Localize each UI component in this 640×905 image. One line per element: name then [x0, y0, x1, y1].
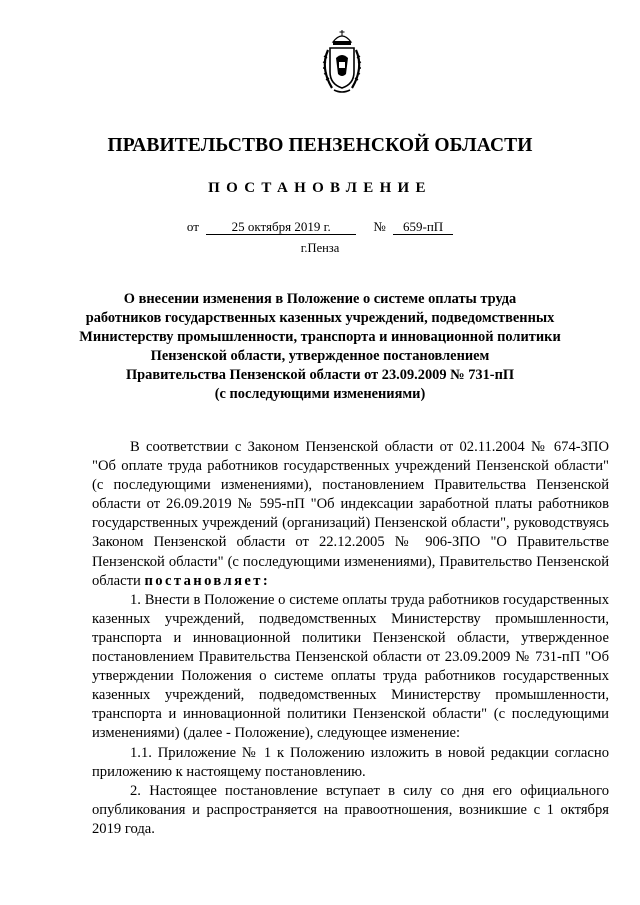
subject-line: Пензенской области, утвержденное постановлением: [150, 348, 490, 364]
subject-line: Министерству промышленности, транспорта и инновационной политики: [79, 329, 561, 345]
document-date: 25 октября 2019 г.: [206, 220, 356, 235]
subject-line: работников государственных казенных учреждений, подведомственных: [85, 310, 555, 326]
penza-coat-of-arms-icon: [318, 28, 366, 98]
item-1-paragraph: 1. Внести в Положение о системе оплаты труда работников государственных казенных учреждений, подведомственных Министерству промышленности, транспорта и инновационной политики Пензенской области, утвержденное постановлением Правительства Пензенской области от 23.09.2009 № 731-пП "Об утверждении Положения о системе оплаты труда работников государственных казенных учреждений, подведомственных Министерству промышленности, транспорта и инновационной политики Пензенской области" (с последующими изменениями) (далее - Положение), следующее изменение:: [92, 591, 609, 742]
number-prefix: №: [373, 219, 386, 234]
document-subject: [60, 290, 580, 404]
preamble-paragraph: [92, 438, 609, 591]
resolves-word: постановляет:: [144, 572, 271, 589]
date-number-line: [0, 219, 640, 235]
city: г.Пенза: [300, 241, 340, 255]
subject-line: (с последующими изменениями): [214, 386, 426, 402]
preamble-text: В соответствии с Законом Пензенской области от 02.11.2004 № 674-ЗПО "Об оплате труда работников государственных учреждений Пензенской области" (с последующими изменениями), постановлением Правительства Пензенской области от 26.09.2019 № 595-пП "Об индексации заработной платы работников государственных учреждений (организаций) Пензенской области", руководствуясь Законом Пензенской области от 22.12.2005 № 906-ЗПО "О Правительстве Пензенской области" (с последующими изменениями), Правительство Пензенской области: [92, 439, 609, 589]
subject-line: О внесении изменения в Положение о системе оплаты труда: [123, 291, 517, 307]
document-body: [92, 438, 609, 839]
document-type: ПОСТАНОВЛЕНИЕ: [208, 180, 432, 196]
item-1-1-paragraph: 1.1. Приложение № 1 к Положению изложить в новой редакции согласно приложению к настоящему постановлению.: [92, 744, 609, 780]
item-2-paragraph: 2. Настоящее постановление вступает в силу со дня его официального опубликования и распространяется на правоотношения, возникшие с 1 октября 2019 года.: [92, 782, 609, 837]
government-title: ПРАВИТЕЛЬСТВО ПЕНЗЕНСКОЙ ОБЛАСТИ: [107, 135, 533, 156]
date-prefix: от: [186, 219, 199, 234]
document-number: 659-пП: [393, 220, 453, 235]
subject-line: Правительства Пензенской области от 23.09.2009 № 731-пП: [125, 367, 515, 383]
